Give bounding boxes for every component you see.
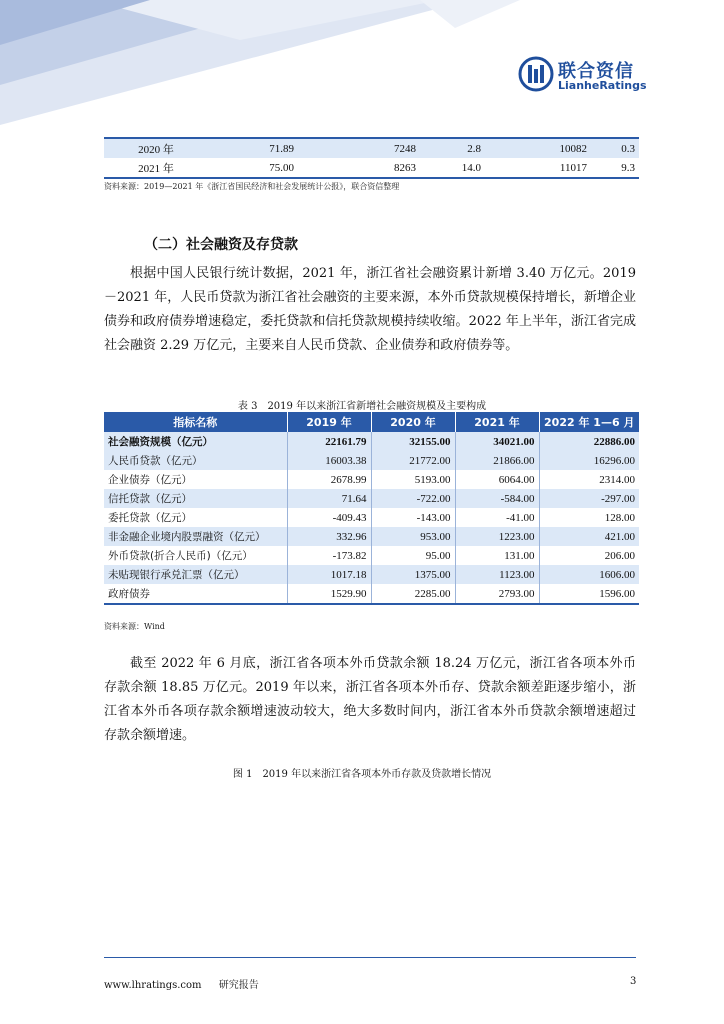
table-cell: -722.00 [371,489,455,508]
logo-english-name: LianheRatings [558,79,647,92]
section-title: （二）社会融资及存贷款 [144,237,298,253]
table-cell: 16003.38 [287,451,371,470]
table-row [104,508,639,527]
page-number: 3 [630,976,637,987]
table-cell: 0.3 [591,138,639,158]
row-label: 企业债券（亿元） [104,470,287,489]
table-row [104,470,639,489]
table-cell: 11017 [485,158,591,178]
top-table [104,137,639,179]
table-cell: 1017.18 [287,565,371,584]
table3-source: 资料来源：Wind [104,622,165,631]
table-cell: 8263 [298,158,420,178]
table-cell: 128.00 [604,511,635,524]
table-row [104,158,639,178]
row-label: 政府债券 [104,584,287,604]
table-cell: 34021.00 [455,432,539,451]
table-cell: 75.00 [208,158,298,178]
table-cell: 1529.90 [287,584,371,604]
table-cell: 1223.00 [455,527,539,546]
table-row [104,565,639,584]
row-label: 委托贷款（亿元） [104,508,287,527]
table-cell: -41.00 [455,508,539,527]
table-header-row [104,412,639,432]
table-cell: 421.00 [539,527,639,546]
lianhe-logo-icon [518,56,554,92]
table-row [104,546,639,565]
row-label: 未贴现银行承兑汇票（亿元） [104,565,287,584]
table-cell: 14.0 [420,158,485,178]
footer-site-info [104,976,259,991]
paragraph-social-financing: 根据中国人民银行统计数据，2021 年，浙江省社会融资累计新增 3.40 万亿元。2019－2021 年，人民币贷款为浙江省社会融资的主要来源，本外币贷款规模保持增长，新增企业债券和政府债券增速稳定，委托贷款和信托贷款规模持续收缩。2022 年上半年，浙江省完成社会融资 2.29 万亿元，主要来自人民币贷款、企业债券和政府债券等。 [104,266,636,353]
footer-website: www.lhratings.com [104,980,202,991]
social-financing-table [104,412,639,605]
table-cell: 2285.00 [371,584,455,604]
table-cell: 2314.00 [599,473,635,486]
table-cell: 6064.00 [455,470,539,489]
table-cell: 71.89 [208,138,298,158]
row-label: 外币贷款(折合人民币)（亿元） [104,546,287,565]
table-cell: 21772.00 [371,451,455,470]
column-header: 2020 年 [371,412,455,432]
table-cell: 2.8 [420,138,485,158]
column-header: 2022 年 1—6 月 [539,412,639,432]
row-label: 信托贷款（亿元） [104,489,287,508]
table-cell: -143.00 [371,508,455,527]
table-cell: 332.96 [287,527,371,546]
table-cell: 953.00 [371,527,455,546]
paragraph-deposits-loans: 截至 2022 年 6 月底，浙江省各项本外币贷款余额 18.24 万亿元，浙江省各项本外币存款余额 18.85 万亿元。2019 年以来，浙江省各项本外币存、贷款余额差距逐步缩小，浙江省本外币各项存款余额增速波动较大，绝大多数时间内，浙江省本外币贷款余额增速超过存款余额增速。 [104,656,636,743]
table-row [104,451,639,470]
footer-doc-type: 研究报告 [218,980,259,991]
column-header: 2021 年 [455,412,539,432]
table-cell: -409.43 [287,508,371,527]
table-cell: 16296.00 [539,451,639,470]
table-cell: 10082 [485,138,591,158]
table-cell: 7248 [298,138,420,158]
figure1-caption: 图 1 2019 年以来浙江省各项本外币存款及贷款增长情况 [232,769,492,780]
column-header: 指标名称 [104,412,287,432]
brand-logo [518,56,648,96]
table-cell: 95.00 [371,546,455,565]
table-cell: 9.3 [591,158,639,178]
column-header: 2019 年 [287,412,371,432]
table-cell: 1123.00 [455,565,539,584]
table-cell: 1375.00 [371,565,455,584]
table-row [104,527,639,546]
table-cell: 131.00 [455,546,539,565]
table-row [104,584,639,604]
table-cell: 71.64 [287,489,371,508]
row-label: 社会融资规模（亿元） [104,432,287,451]
table-cell: 2793.00 [455,584,539,604]
top-table-source: 资料来源：2019—2021 年《浙江省国民经济和社会发展统计公报》，联合资信整理 [104,182,400,191]
table-cell: 5193.00 [371,470,455,489]
table3-caption: 表 3 2019 年以来浙江省新增社会融资规模及主要构成 [237,401,487,412]
table-cell: -173.82 [287,546,371,565]
row-label: 非金融企业境内股票融资（亿元） [104,527,287,546]
table-cell: 1606.00 [539,565,639,584]
logo-chinese-name: 联合资信 [558,61,634,82]
footer-divider [104,957,636,958]
table-cell: 2021 年 [104,158,208,178]
table-row [104,432,639,451]
table-cell: 1596.00 [539,584,639,604]
table-cell: 21866.00 [455,451,539,470]
table-cell: 32155.00 [371,432,455,451]
table-cell: 2678.99 [287,470,371,489]
table-cell: 206.00 [604,549,635,562]
table-cell: 22886.00 [539,432,639,451]
row-label: 人民币贷款（亿元） [104,451,287,470]
table-cell: -584.00 [455,489,539,508]
table-cell: 22161.79 [287,432,371,451]
table-row [104,489,639,508]
table-cell: 2020 年 [104,138,208,158]
table-row [104,138,639,158]
table-cell: -297.00 [539,489,639,508]
